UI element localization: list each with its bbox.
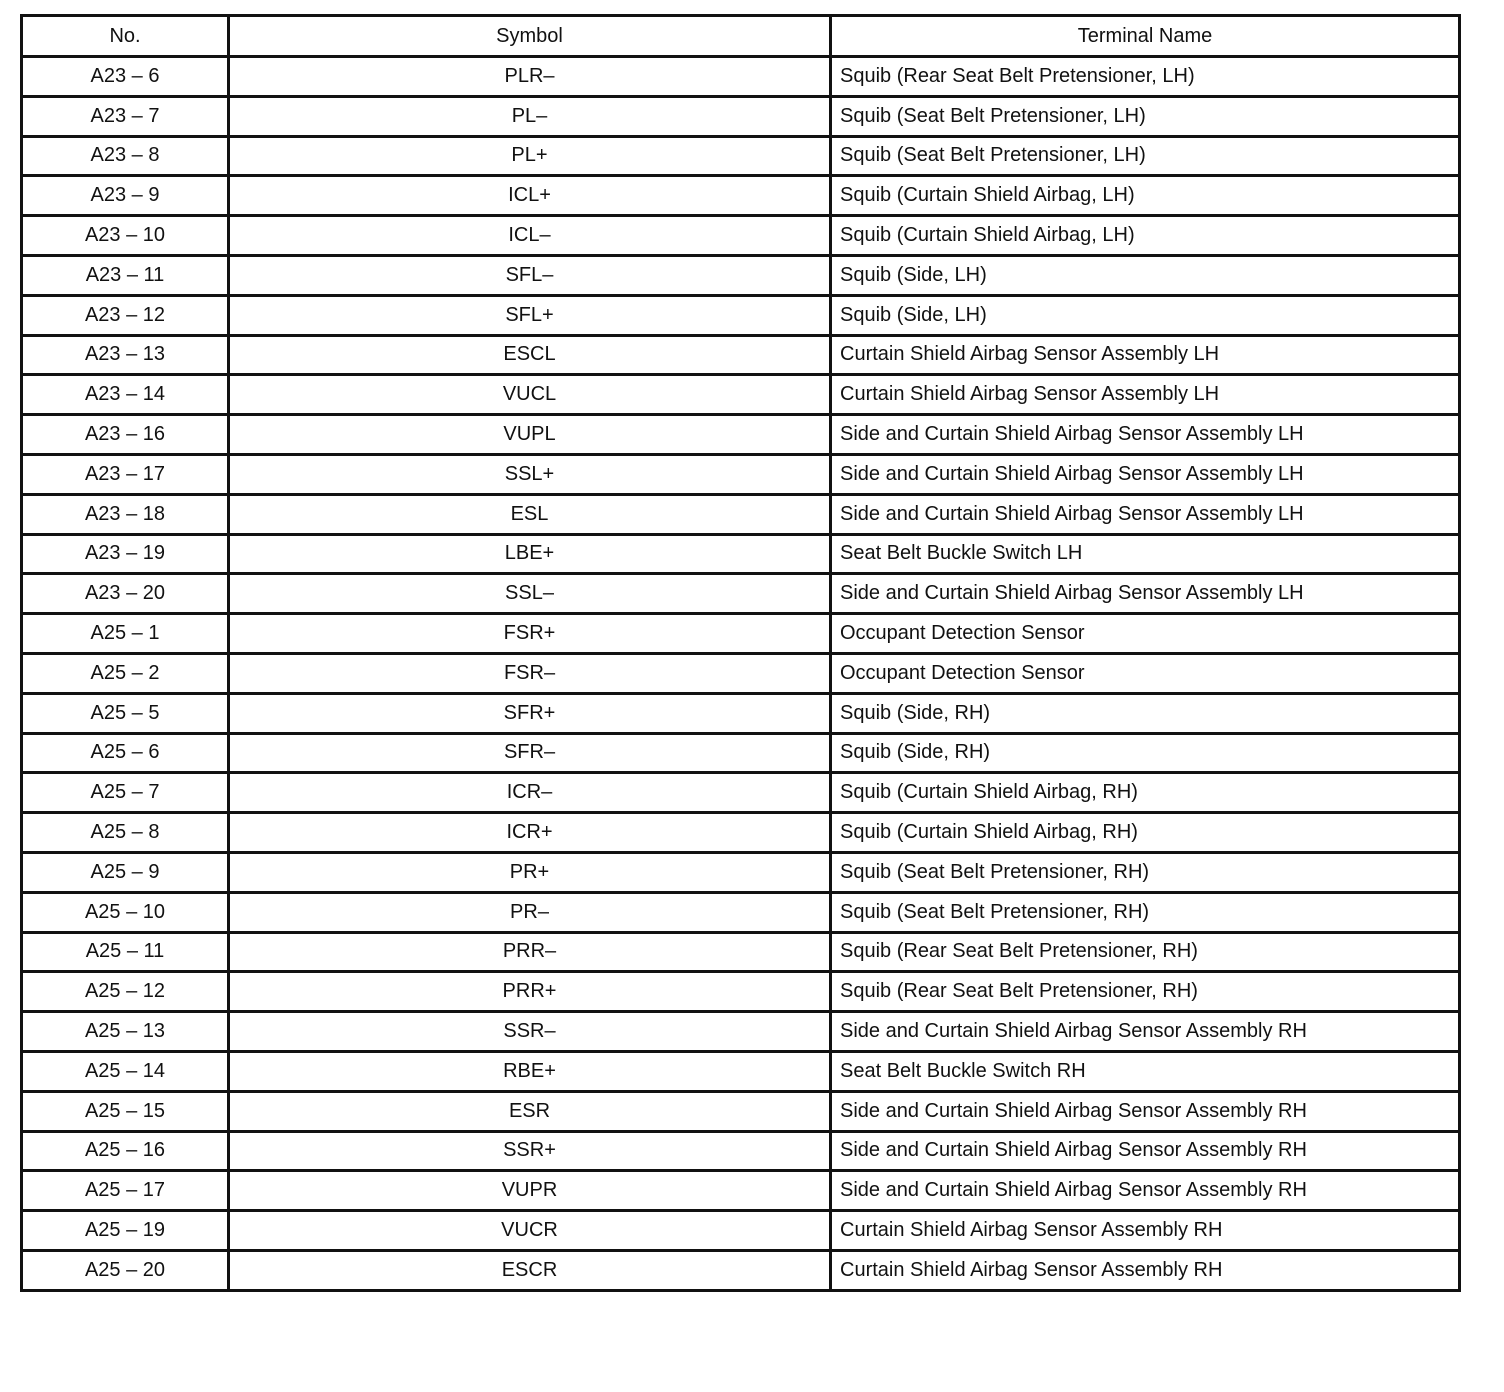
table-row [22,733,1460,773]
cell-no: A25 – 15 [22,1091,229,1131]
cell-symbol: ICR+ [229,813,831,853]
cell-terminal-name: Curtain Shield Airbag Sensor Assembly LH [831,335,1460,375]
header-no: No. [22,16,229,57]
cell-terminal-name: Squib (Side, LH) [831,255,1460,295]
cell-terminal-name: Seat Belt Buckle Switch RH [831,1051,1460,1091]
cell-symbol: VUCL [229,375,831,415]
table-row [22,1171,1460,1211]
terminal-table-container [20,14,1458,1292]
cell-no: A23 – 14 [22,375,229,415]
cell-terminal-name: Side and Curtain Shield Airbag Sensor Assembly RH [831,1171,1460,1211]
table-row [22,972,1460,1012]
cell-no: A25 – 10 [22,892,229,932]
cell-terminal-name: Curtain Shield Airbag Sensor Assembly LH [831,375,1460,415]
table-header [22,16,1460,57]
cell-symbol: FSR– [229,653,831,693]
cell-symbol: SSR+ [229,1131,831,1171]
cell-symbol: SFL– [229,255,831,295]
cell-terminal-name: Curtain Shield Airbag Sensor Assembly RH [831,1211,1460,1251]
cell-symbol: SFL+ [229,295,831,335]
cell-terminal-name: Squib (Seat Belt Pretensioner, LH) [831,96,1460,136]
table-row [22,534,1460,574]
cell-symbol: PRR– [229,932,831,972]
cell-no: A23 – 10 [22,216,229,256]
cell-terminal-name: Squib (Rear Seat Belt Pretensioner, LH) [831,57,1460,97]
cell-no: A25 – 9 [22,852,229,892]
table-row [22,932,1460,972]
cell-no: A23 – 12 [22,295,229,335]
cell-terminal-name: Squib (Curtain Shield Airbag, RH) [831,773,1460,813]
cell-terminal-name: Squib (Seat Belt Pretensioner, LH) [831,136,1460,176]
table-row [22,892,1460,932]
table-row [22,494,1460,534]
table-row [22,96,1460,136]
table-row [22,255,1460,295]
cell-no: A25 – 17 [22,1171,229,1211]
cell-no: A23 – 8 [22,136,229,176]
cell-no: A25 – 20 [22,1250,229,1290]
cell-symbol: SFR+ [229,693,831,733]
cell-terminal-name: Squib (Side, LH) [831,295,1460,335]
table-row [22,1012,1460,1052]
cell-terminal-name: Side and Curtain Shield Airbag Sensor Assembly RH [831,1131,1460,1171]
cell-no: A23 – 6 [22,57,229,97]
cell-no: A23 – 13 [22,335,229,375]
table-row [22,176,1460,216]
cell-terminal-name: Side and Curtain Shield Airbag Sensor Assembly LH [831,415,1460,455]
cell-terminal-name: Squib (Side, RH) [831,693,1460,733]
cell-symbol: ESR [229,1091,831,1131]
cell-no: A23 – 19 [22,534,229,574]
table-row [22,614,1460,654]
cell-symbol: VUPR [229,1171,831,1211]
cell-no: A25 – 13 [22,1012,229,1052]
cell-symbol: ICR– [229,773,831,813]
cell-no: A25 – 1 [22,614,229,654]
cell-terminal-name: Curtain Shield Airbag Sensor Assembly RH [831,1250,1460,1290]
cell-symbol: PRR+ [229,972,831,1012]
cell-symbol: SSL– [229,574,831,614]
cell-no: A25 – 8 [22,813,229,853]
cell-terminal-name: Occupant Detection Sensor [831,653,1460,693]
cell-symbol: ICL+ [229,176,831,216]
cell-symbol: LBE+ [229,534,831,574]
cell-terminal-name: Squib (Rear Seat Belt Pretensioner, RH) [831,932,1460,972]
cell-symbol: PL+ [229,136,831,176]
cell-symbol: PR+ [229,852,831,892]
table-row [22,375,1460,415]
cell-no: A25 – 6 [22,733,229,773]
table-row [22,653,1460,693]
cell-symbol: SSR– [229,1012,831,1052]
cell-no: A23 – 17 [22,454,229,494]
cell-no: A25 – 14 [22,1051,229,1091]
cell-terminal-name: Squib (Curtain Shield Airbag, LH) [831,216,1460,256]
cell-no: A23 – 11 [22,255,229,295]
cell-symbol: PLR– [229,57,831,97]
header-symbol: Symbol [229,16,831,57]
table-row [22,773,1460,813]
table-row [22,1051,1460,1091]
cell-terminal-name: Squib (Seat Belt Pretensioner, RH) [831,892,1460,932]
cell-no: A25 – 7 [22,773,229,813]
table-row [22,1091,1460,1131]
cell-terminal-name: Side and Curtain Shield Airbag Sensor Assembly RH [831,1012,1460,1052]
cell-symbol: PL– [229,96,831,136]
cell-symbol: VUPL [229,415,831,455]
cell-symbol: PR– [229,892,831,932]
table-row [22,693,1460,733]
table-body [22,57,1460,1291]
cell-symbol: ICL– [229,216,831,256]
cell-terminal-name: Side and Curtain Shield Airbag Sensor Assembly RH [831,1091,1460,1131]
table-row [22,1131,1460,1171]
table-row [22,57,1460,97]
table-row [22,216,1460,256]
cell-no: A25 – 5 [22,693,229,733]
table-row [22,574,1460,614]
cell-terminal-name: Squib (Curtain Shield Airbag, LH) [831,176,1460,216]
cell-symbol: ESCL [229,335,831,375]
cell-terminal-name: Squib (Curtain Shield Airbag, RH) [831,813,1460,853]
cell-no: A25 – 2 [22,653,229,693]
table-row [22,1250,1460,1290]
cell-no: A23 – 9 [22,176,229,216]
cell-terminal-name: Side and Curtain Shield Airbag Sensor Assembly LH [831,574,1460,614]
table-row [22,295,1460,335]
cell-terminal-name: Side and Curtain Shield Airbag Sensor Assembly LH [831,454,1460,494]
cell-terminal-name: Squib (Side, RH) [831,733,1460,773]
cell-symbol: SFR– [229,733,831,773]
cell-symbol: ESL [229,494,831,534]
cell-no: A23 – 18 [22,494,229,534]
cell-terminal-name: Occupant Detection Sensor [831,614,1460,654]
cell-no: A25 – 19 [22,1211,229,1251]
table-row [22,1211,1460,1251]
cell-no: A25 – 11 [22,932,229,972]
table-row [22,136,1460,176]
cell-no: A25 – 12 [22,972,229,1012]
cell-no: A23 – 20 [22,574,229,614]
cell-terminal-name: Side and Curtain Shield Airbag Sensor Assembly LH [831,494,1460,534]
header-terminal-name: Terminal Name [831,16,1460,57]
cell-symbol: ESCR [229,1250,831,1290]
table-row [22,335,1460,375]
table-row [22,454,1460,494]
cell-no: A25 – 16 [22,1131,229,1171]
cell-terminal-name: Seat Belt Buckle Switch LH [831,534,1460,574]
cell-no: A23 – 16 [22,415,229,455]
cell-terminal-name: Squib (Seat Belt Pretensioner, RH) [831,852,1460,892]
table-row [22,852,1460,892]
cell-symbol: SSL+ [229,454,831,494]
table-row [22,813,1460,853]
cell-symbol: RBE+ [229,1051,831,1091]
cell-terminal-name: Squib (Rear Seat Belt Pretensioner, RH) [831,972,1460,1012]
terminal-table [20,14,1461,1292]
table-row [22,415,1460,455]
cell-no: A23 – 7 [22,96,229,136]
cell-symbol: FSR+ [229,614,831,654]
cell-symbol: VUCR [229,1211,831,1251]
header-row [22,16,1460,57]
